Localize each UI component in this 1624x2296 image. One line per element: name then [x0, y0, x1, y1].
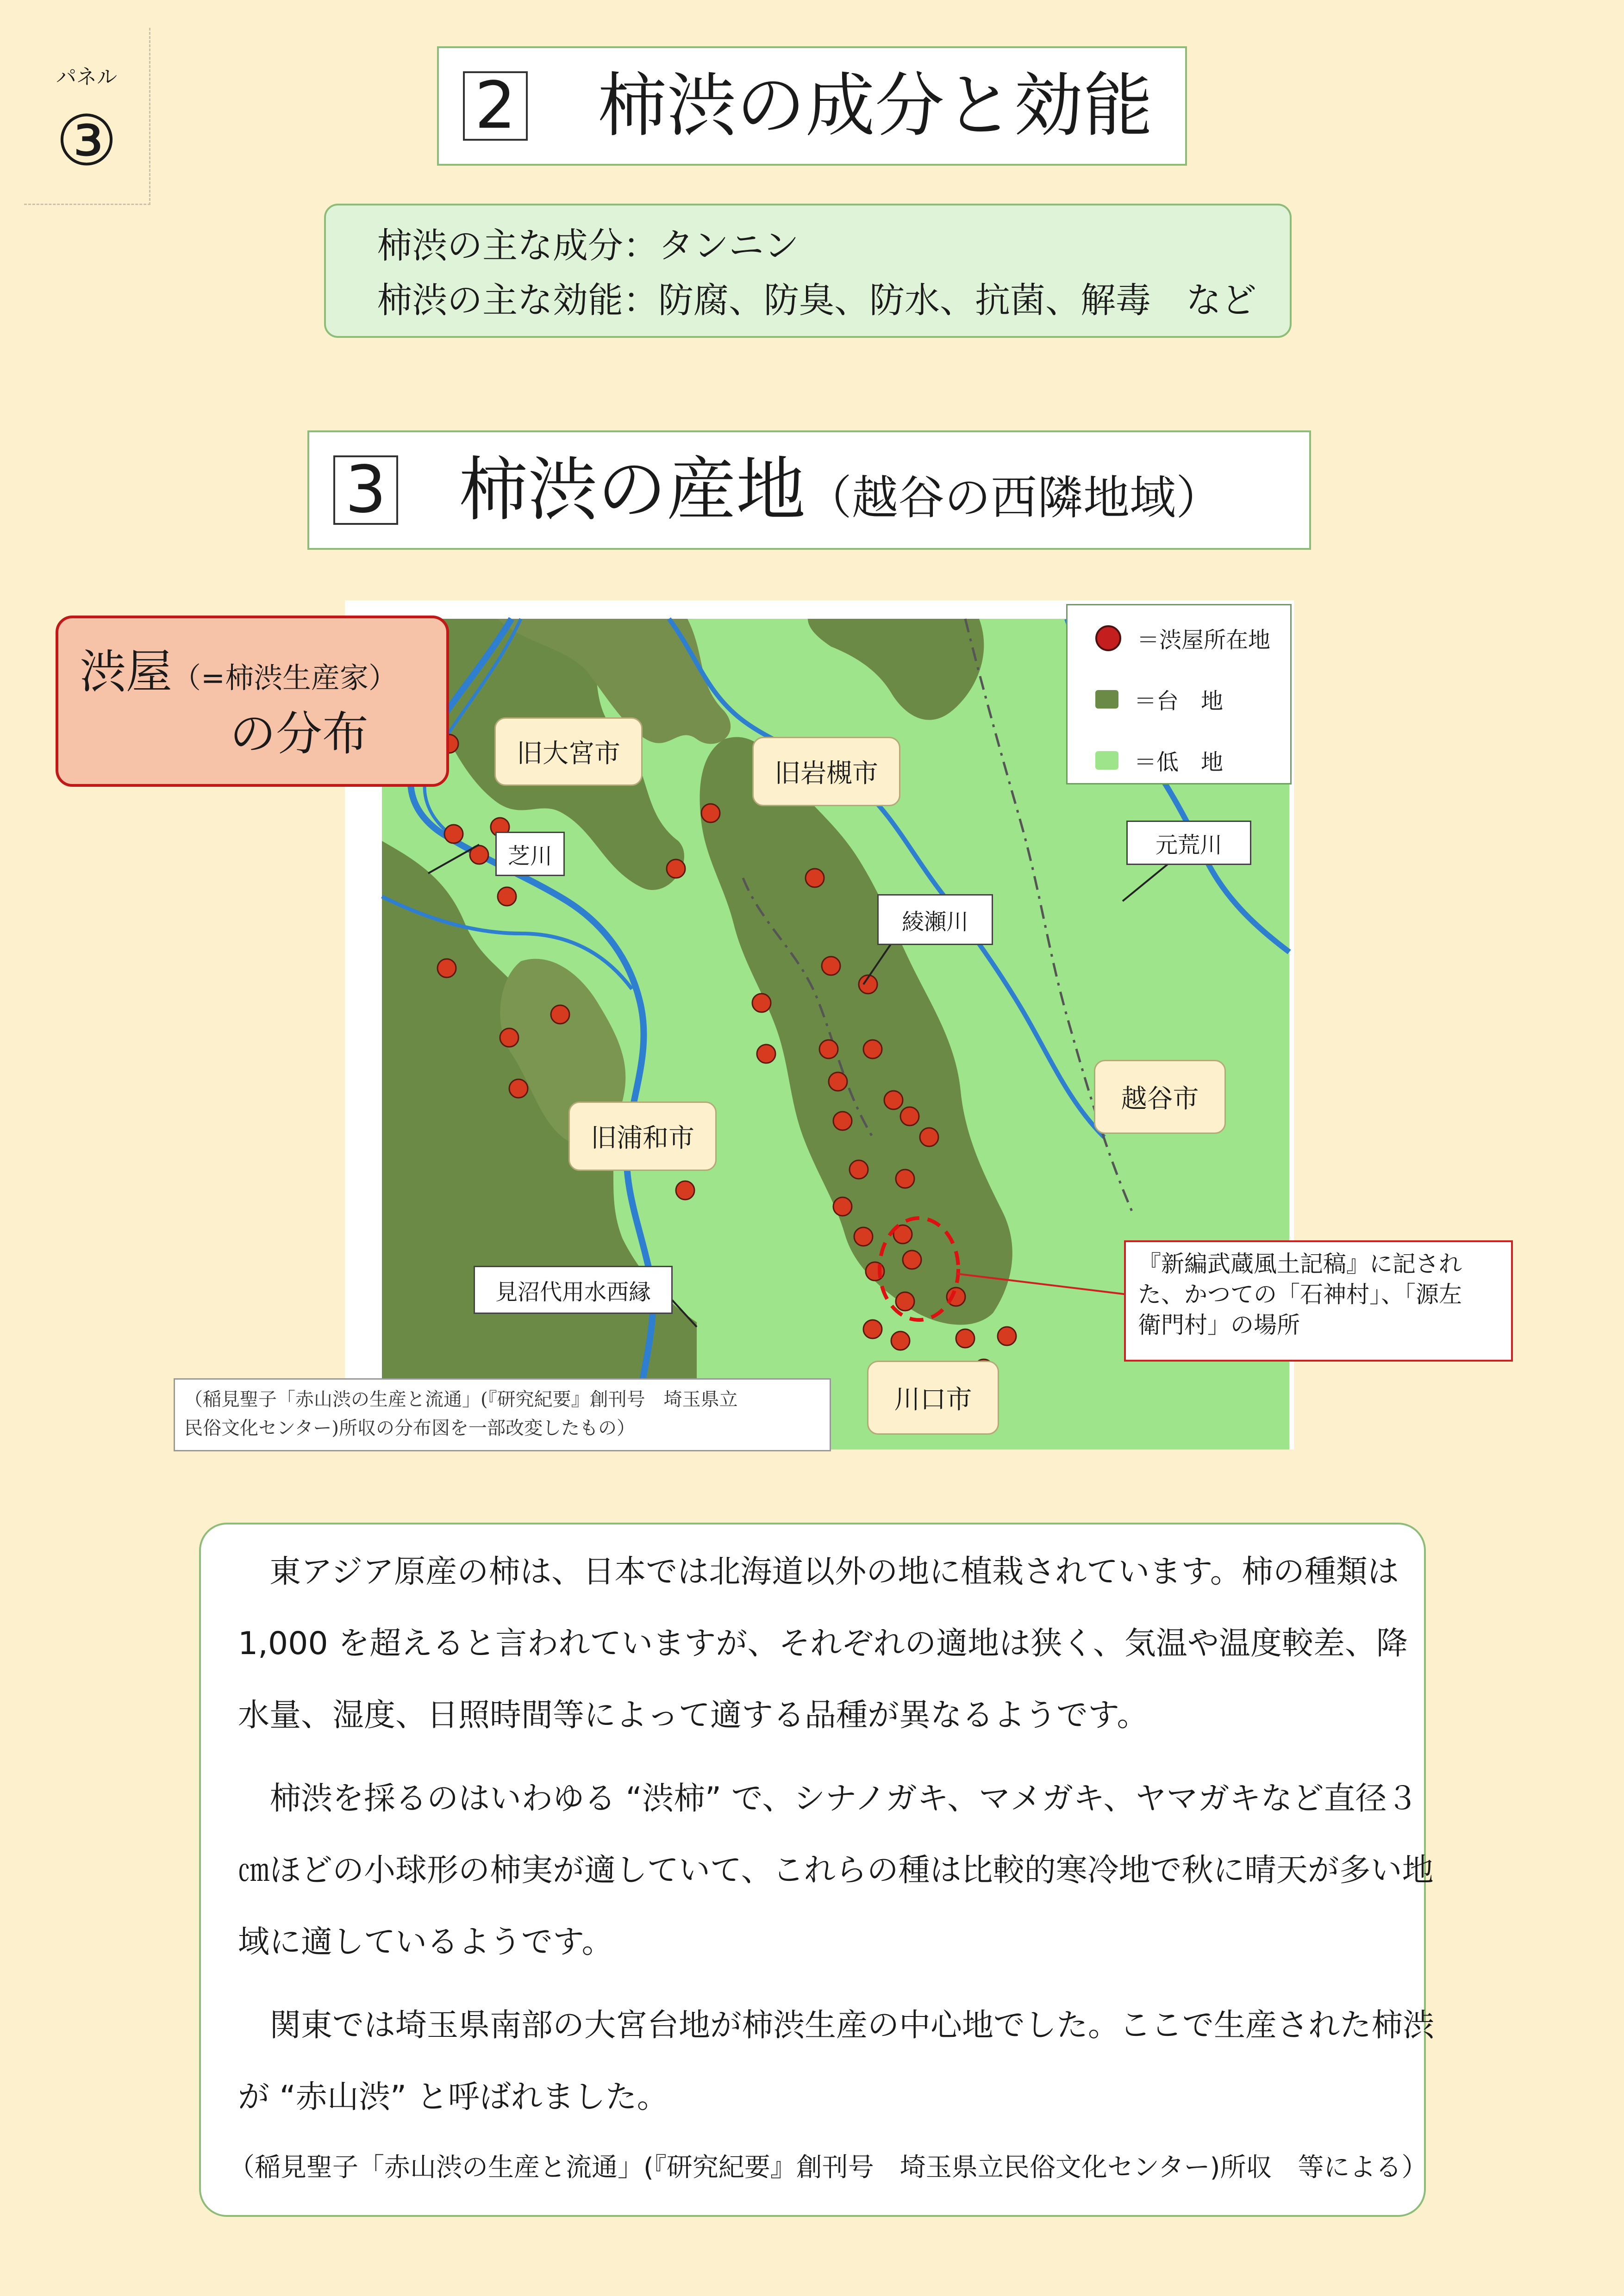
section3-number: 3: [333, 455, 398, 525]
text-line: 東アジア原産の柿は、日本では北海道以外の地に植栽されています。柿の種類は: [238, 1554, 1399, 1590]
note-line: 衛門村」の場所: [1138, 1312, 1300, 1338]
dot: [509, 1079, 528, 1098]
components-box: [324, 204, 1292, 338]
dot: [667, 859, 685, 878]
dot: [444, 825, 463, 843]
panel-number: ③: [55, 101, 118, 181]
section3-title: [458, 450, 1223, 530]
legend-lowland-label: ＝低 地: [1134, 749, 1224, 775]
dot: [998, 1327, 1016, 1345]
dot: [849, 1160, 868, 1179]
dot: [829, 1072, 847, 1091]
dot: [884, 1091, 903, 1109]
dot: [551, 1005, 569, 1024]
dot: [701, 804, 720, 822]
section3-subtitle: （越谷の西隣地域）: [806, 471, 1223, 525]
dot: [676, 1181, 694, 1200]
dot: [903, 1251, 921, 1269]
text-line: 柿渋を採るのはいわゆる “渋柿” で、シナノガキ、マメガキ、ヤマガキなど直径３: [238, 1780, 1418, 1817]
dot: [822, 957, 840, 975]
place-koshigaya: 越谷市: [1094, 1060, 1226, 1134]
panel-tag: [24, 28, 150, 205]
text-line: 1,000 を超えると言われていますが、それぞれの適地は狭く、気温や温度較差、降: [238, 1625, 1408, 1662]
legend-upland-label: ＝台 地: [1134, 688, 1224, 714]
river-ayase: 綾瀬川: [877, 894, 993, 945]
dot: [891, 1332, 910, 1350]
explanation-box: [199, 1523, 1435, 2217]
section3-title-main: 柿渋の産地: [458, 450, 806, 530]
paragraph-origin: [238, 1536, 1408, 1751]
distribution-title-box: [56, 616, 449, 787]
dot: [863, 1040, 882, 1058]
body-source: （稲見聖子「赤山渋の生産と流通」(『研究紀要』創刊号 埼玉県立民俗文化センター)所収 等による）: [229, 2153, 1428, 2183]
dot: [819, 1040, 838, 1058]
note-line: 『新編武蔵風土記稿』に記され: [1138, 1251, 1462, 1277]
map-source-line: 民俗文化センター)所収の分布図を一部改変したもの）: [184, 1418, 636, 1439]
dot: [500, 1028, 518, 1047]
dot: [757, 1045, 775, 1063]
lowland-swatch: [1095, 751, 1118, 770]
dot: [854, 1227, 873, 1246]
text-line: ㎝ほどの小球形の柿実が適していて、これらの種は比較的寒冷地で秋に晴天が多い地: [238, 1852, 1434, 1889]
paragraph-kanto: [238, 1990, 1434, 2133]
section2-number: 2: [463, 71, 528, 141]
text-line: 水量、湿度、日照時間等によって適する品種が異なるようです。: [238, 1697, 1149, 1734]
dot: [896, 1170, 914, 1188]
section3-heading: [307, 430, 1311, 550]
dot: [896, 1292, 914, 1311]
upland-swatch: [1095, 690, 1118, 709]
historic-villages-note: [1124, 1240, 1513, 1362]
text-line: が “赤山渋” と呼ばれました。: [238, 2079, 668, 2116]
river-minuma: 見沼代用水西縁: [474, 1266, 673, 1314]
map-source-caption: [174, 1378, 831, 1451]
dot-swatch: [1095, 625, 1121, 651]
place-urawa: 旧浦和市: [568, 1101, 717, 1171]
dot: [920, 1128, 938, 1146]
legend-lowland-row: [1095, 744, 1223, 776]
map-source-line: （稲見聖子「赤山渋の生産と流通」(『研究紀要』創刊号 埼玉県立: [184, 1389, 738, 1410]
distribution-title-line2: の分布: [230, 707, 369, 761]
map-legend: [1066, 604, 1292, 784]
text-line: 関東では埼玉県南部の大宮台地が柿渋生産の中心地でした。ここで生産された柿渋: [238, 2007, 1435, 2044]
place-omiya: 旧大宮市: [494, 717, 643, 786]
dot: [833, 1197, 852, 1216]
text-line: 域に適しているようです。: [238, 1924, 613, 1960]
legend-dot-row: [1095, 622, 1270, 654]
note-line: た、かつての「石神村」、「源左: [1138, 1281, 1462, 1308]
dot: [900, 1107, 919, 1126]
place-kawaguchi: 川口市: [867, 1361, 999, 1435]
section2-heading: [437, 46, 1187, 166]
distribution-title-paren: （=柿渋生産家）: [172, 661, 397, 695]
dot: [806, 869, 824, 887]
main-effects: 柿渋の主な効能：防腐、防臭、防水、抗菌、解毒 など: [377, 280, 1256, 321]
main-component: 柿渋の主な成分：タンニン: [377, 225, 799, 266]
river-shiba: 芝川: [495, 832, 565, 876]
place-iwatsuki: 旧岩槻市: [752, 737, 900, 806]
dot: [863, 1320, 882, 1338]
dot: [498, 887, 516, 906]
panel-label: パネル: [56, 65, 117, 89]
dot: [752, 994, 771, 1012]
dot: [437, 959, 456, 977]
paragraph-shibugaki: [238, 1763, 1434, 1978]
section2-title: 柿渋の成分と効能: [597, 66, 1153, 146]
distribution-title-main: 渋屋: [80, 645, 172, 699]
river-motoara: 元荒川: [1126, 821, 1251, 865]
legend-dot-label: ＝渋屋所在地: [1137, 627, 1271, 653]
dot: [956, 1329, 974, 1348]
legend-upland-row: [1095, 683, 1223, 715]
distribution-title: [80, 645, 397, 699]
dot: [833, 1112, 852, 1130]
